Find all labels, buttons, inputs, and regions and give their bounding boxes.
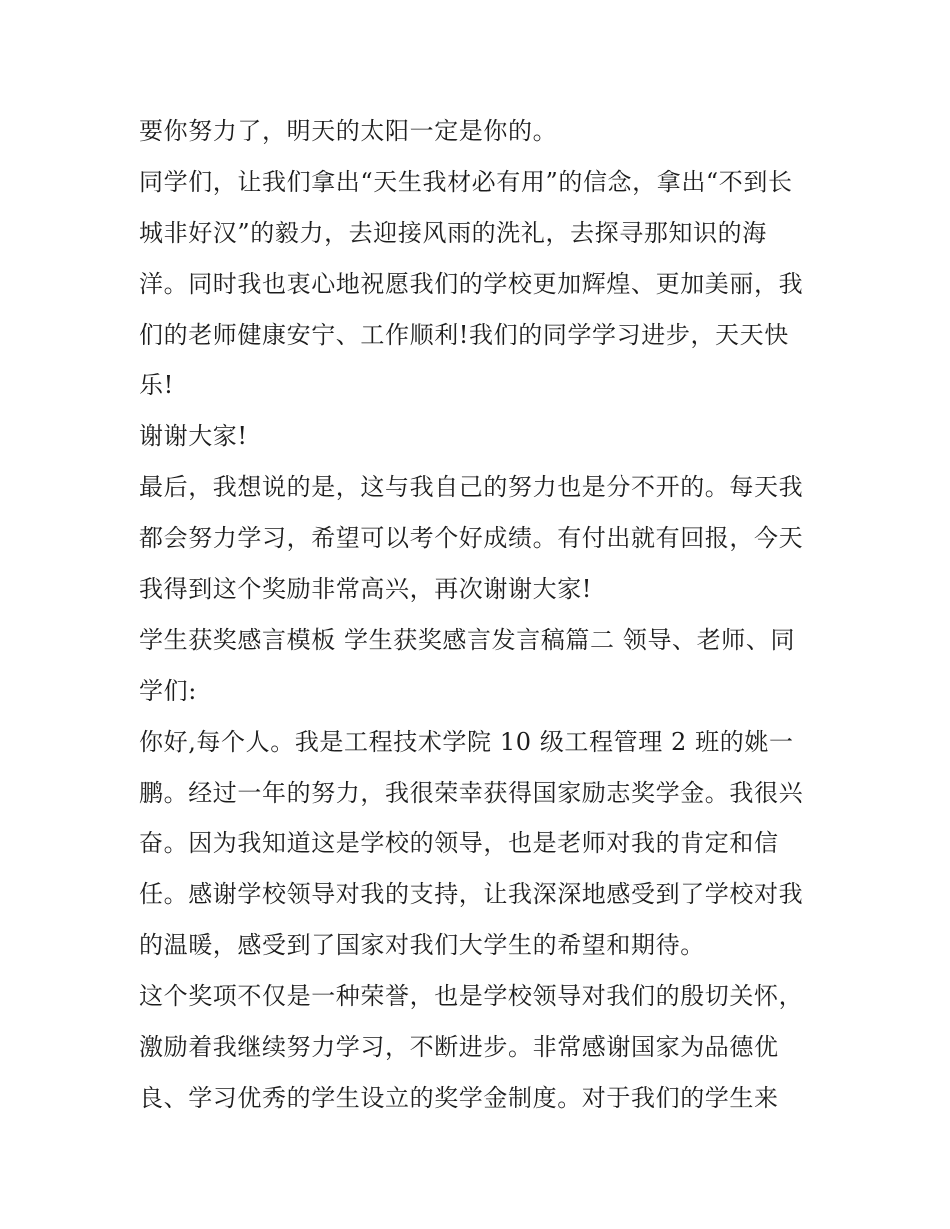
text-line: 洋。同时我也衷心地祝愿我们的学校更加辉煌、更加美丽，我 [139, 269, 804, 298]
body-text [139, 106, 819, 1124]
text-line: 们的老师健康安宁、工作顺利!我们的同学学习进步，天天快 [139, 320, 789, 349]
text-line: 要你努力了，明天的太阳一定是你的。 [139, 117, 558, 145]
text-line: 你好,每个人。我是工程技术学院 10 级工程管理 2 班的姚一 [139, 727, 794, 756]
section-heading-line: 学生获奖感言模板 学生获奖感言发言稿篇二 领导、老师、同 [139, 625, 796, 654]
text-line: 我得到这个奖励非常高兴，再次谢谢大家! [139, 575, 593, 604]
text-line: 同学们，让我们拿出“天生我材必有用”的信念，拿出“不到长 [139, 167, 793, 196]
text-line: 最后，我想说的是，这与我自己的努力也是分不开的。每天我 [139, 473, 804, 502]
text-line: 鹏。经过一年的努力，我很荣幸获得国家励志奖学金。我很兴 [139, 778, 804, 807]
text-line: 城非好汉”的毅力，去迎接风雨的洗礼，去探寻那知识的海 [139, 218, 767, 247]
text-line: 良、学习优秀的学生设立的奖学金制度。对于我们的学生来 [139, 1083, 779, 1112]
text-line: 奋。因为我知道这是学校的领导，也是老师对我的肯定和信 [139, 829, 779, 858]
text-line: 学们: [139, 676, 197, 705]
text-line: 的温暖，感受到了国家对我们大学生的希望和期待。 [139, 931, 705, 960]
text-line: 任。感谢学校领导对我的支持，让我深深地感受到了学校对我 [139, 880, 804, 909]
text-line: 乐! [139, 371, 174, 400]
text-line: 都会努力学习，希望可以考个好成绩。有付出就有回报，今天 [139, 524, 804, 553]
text-line: 这个奖项不仅是一种荣誉，也是学校领导对我们的殷切关怀， [139, 982, 804, 1011]
text-line: 谢谢大家! [139, 422, 248, 451]
text-line: 激励着我继续努力学习，不断进步。非常感谢国家为品德优 [139, 1033, 779, 1062]
